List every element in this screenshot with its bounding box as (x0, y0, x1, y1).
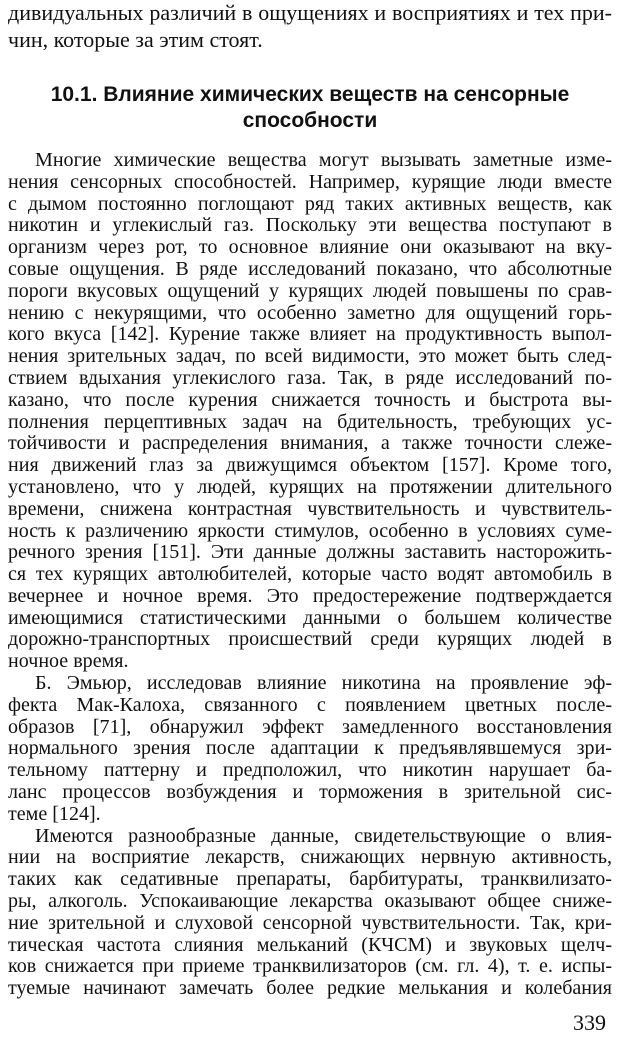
section-heading-continued: способности (242, 109, 378, 132)
text-line: времени, снижена контрастная чувствительность и чувствитель- (8, 497, 612, 520)
text-line: тойчивости и распределения внимания, а также точности слеже- (8, 432, 612, 455)
paragraph-first-line: Б. Эмьюр, исследовав влияние никотина на проявление эф- (35, 672, 612, 695)
text-line: нормального зрения после адаптации к предъявлявшемуся зри- (8, 737, 612, 760)
text-line: ков снижается при приеме транквилизаторов (см. гл. 4), т. е. испы- (8, 955, 612, 978)
text-line: нии на восприятие лекарств, снижающих нервную активность, (8, 846, 612, 869)
text-line: речного зрения [151]. Эти данные должны заставить насторожить- (8, 541, 612, 564)
text-line: полнения перцептивных задач на бдительность, требующих ус- (8, 410, 612, 433)
text-line: ся тех курящих автолюбителей, которые часто водят автомобиль в (8, 563, 612, 586)
text-line: ния движений глаз за движущимся объектом [157]. Кроме того, (8, 454, 612, 477)
paragraph-first-line: Имеются разнообразные данные, свидетельствующие о влия- (35, 824, 612, 847)
text-line: таких как седативные препараты, барбитураты, транквилизато- (8, 868, 612, 891)
text-line: совые ощущения. В ряде исследований показано, что абсолютные (8, 257, 612, 280)
text-line: ность к различению яркости стимулов, особенно в условиях суме- (8, 519, 612, 542)
text-line: с дымом постоянно поглощают ряд таких активных веществ, как (8, 192, 612, 215)
text-line: тическая частота слияния мельканий (КЧСМ) и звуковых щелч- (8, 933, 612, 956)
text-line: ры, алкоголь. Успокаивающие лекарства оказывают общее сниже- (8, 890, 612, 913)
text-line: фекта Мак-Калоха, связанного с появлением цветных после- (8, 693, 612, 716)
text-line: имеющимися статистическими данными о большем количестве (8, 606, 612, 629)
text-line: нения сенсорных способностей. Например, курящие люди вместе (8, 170, 612, 193)
text-line: кого вкуса [142]. Курение также влияет на продуктивность выпол- (8, 323, 612, 346)
text-line: никотин и углекислый газ. Поскольку эти вещества поступают в (8, 214, 612, 237)
text-line: туемые начинают замечать более редкие мелькания и колебания (8, 977, 612, 1000)
paragraph-first-line: Многие химические вещества могут вызывать заметные изме- (35, 149, 612, 171)
text-line: дорожно-транспортных происшествий среди курящих людей в (8, 628, 612, 651)
text-line: ланс процессов возбуждения и торможения в зрительной сис- (8, 781, 612, 804)
text-line: нению с некурящими, что особенно заметно для ощущений горь- (8, 301, 612, 324)
text-line: казано, что после курения снижается точность и быстрота вы- (8, 388, 612, 411)
text-line: ние зрительной и слуховой сенсорной чувствительности. Так, кри- (8, 911, 612, 934)
text-line: ствием вдыхания углекислого газа. Так, в ряде исследований по- (8, 366, 612, 389)
text-line: чин, которые за этим стоят. (8, 27, 263, 52)
section-heading: 10.1. Влияние химических веществ на сенсорные (50, 83, 570, 106)
text-line: теме [124]. (8, 802, 101, 825)
text-line: ночное время. (8, 650, 129, 673)
text-line: дивидуальных различий в ощущениях и восприятиях и тех при- (8, 0, 612, 25)
text-line: нения зрительных задач, по всей видимости, это может быть след- (8, 345, 612, 368)
text-line: пороги вкусовых ощущений у курящих людей повышены по срав- (8, 279, 612, 302)
text-line: организм через рот, то основное влияние они оказывают на вку- (8, 236, 612, 259)
text-line: образов [71], обнаружил эффект замедленного восстановления (8, 715, 612, 738)
text-line: тельному паттерну и предположил, что никотин нарушает ба- (8, 759, 612, 782)
text-line: вечернее и ночное время. Это предостережение подтверждается (8, 584, 612, 607)
page-number: 339 (573, 1010, 606, 1035)
text-line: установлено, что у людей, курящих на протяжении длительного (8, 475, 612, 498)
